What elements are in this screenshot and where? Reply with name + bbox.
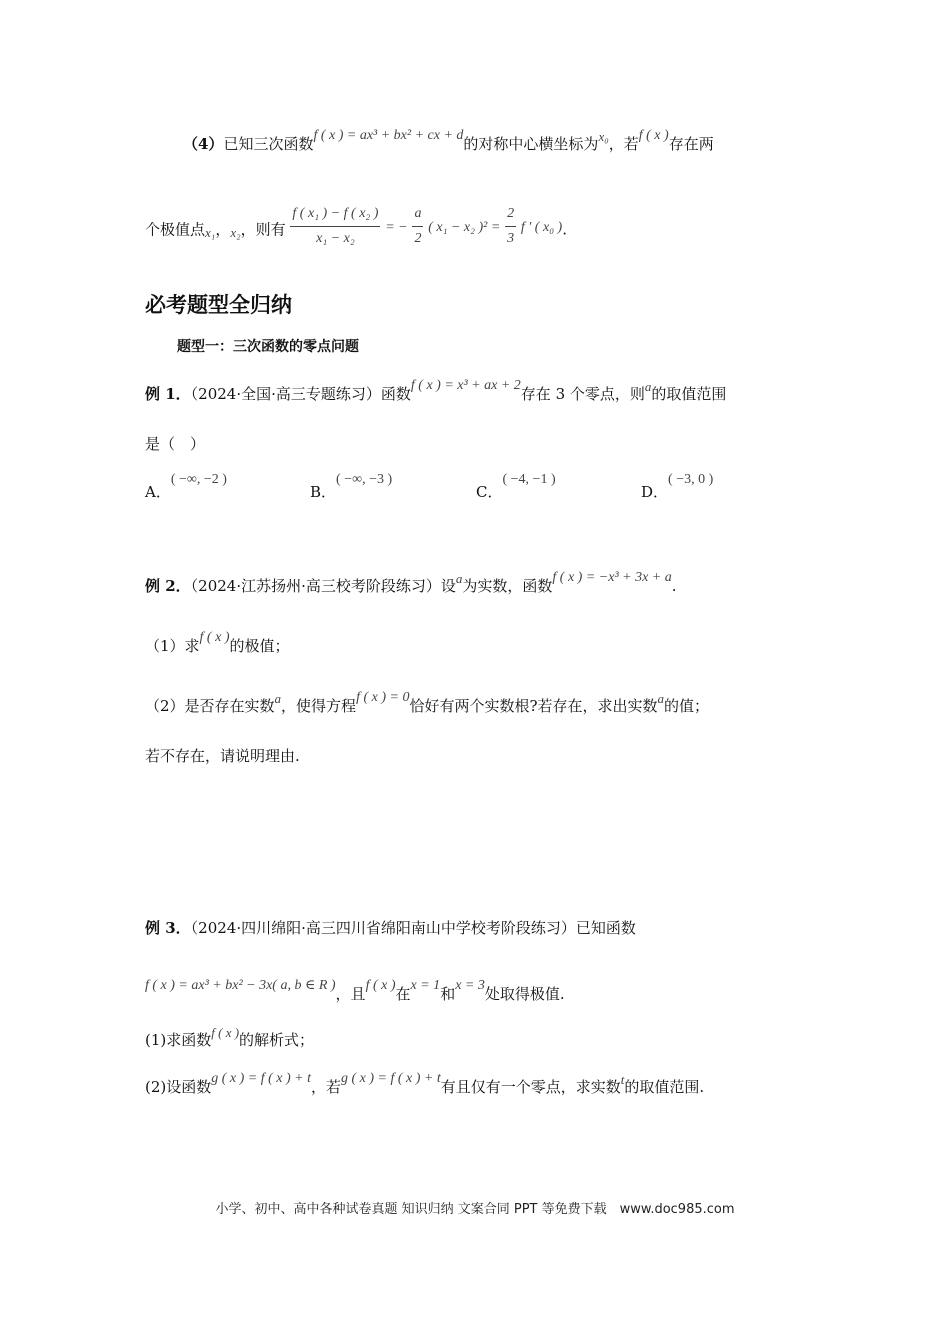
fraction-difference-quotient: $\frac{\text{f ( x₁ ) − f ( x₂ )}}{\text{x₁ − x₂}}$: [292, 206, 379, 246]
ex2-label: 例 2．: [145, 577, 191, 595]
footer-text[interactable]: 小学、初中、高中各种试卷真题 知识归纳 文案合同 PPT 等免费下载 www.doc985.com: [215, 1202, 735, 1217]
ex2-q1: （1）求f ( x )的极值；: [145, 630, 290, 655]
ex2-q2: （2）是否存在实数a，使得方程f ( x ) = 0恰好有两个实数根?若存在，求出实数a的值；: [145, 690, 709, 715]
ex1-option-c[interactable]: C．( −4, −1 ): [476, 472, 556, 501]
ex1-label: 例 1．: [145, 385, 191, 403]
ex1-line1: 例 1．（2024·全国·高三专题练习）函数f ( x ) = x³ + ax + 2存在 3 个零点，则a的取值范围: [145, 378, 727, 403]
ex1-option-a[interactable]: A．( −∞, −2 ): [145, 472, 227, 501]
ex2-q2-line2: 若不存在，请说明理由.: [145, 747, 300, 765]
item4-label: （4）: [183, 135, 224, 153]
ex3-q2: (2)设函数g ( x ) = f ( x ) + t，若g ( x ) = f ( x ) + t有且仅有一个零点，求实数t的取值范围.: [145, 1071, 705, 1096]
ex1-option-d[interactable]: D．( −3, 0 ): [641, 472, 714, 501]
ex2-line1: 例 2．（2024·江苏扬州·高三校考阶段练习）设a为实数，函数f ( x ) = −x³ + 3x + a.: [145, 570, 677, 595]
formula-cubic: f ( x ) = ax³ + bx² + cx + d: [313, 128, 464, 143]
ex1-option-b[interactable]: B．( −∞, −3 ): [310, 472, 393, 501]
ex3-label: 例 3．: [145, 919, 191, 937]
ex1-line2: 是（ ）: [145, 435, 206, 453]
section-title: 必考题型全归纳: [145, 293, 292, 317]
ex3-q1: (1)求函数f ( x )的解析式；: [145, 1025, 315, 1049]
ex3-line2: f ( x ) = ax³ + bx² − 3x( a, b ∈ R )，且f ( x )在x = 1和x = 3处取得极值.: [145, 978, 565, 1003]
item4-line1: （4）已知三次函数f ( x ) = ax³ + bx² + cx + d的对称中心横坐标为x₀，若f ( x )存在两: [183, 128, 714, 153]
type1-title: 题型一：三次函数的零点问题: [177, 339, 359, 355]
ex3-line1: 例 3．（2024·四川绵阳·高三四川省绵阳南山中学校考阶段练习）已知函数: [145, 919, 636, 937]
item4-line2: 个极值点x₁，x₂，则有 $\frac{\text{f ( x₁ ) − f ( x₂ )}}{\text{x₁ − x₂}}$ = − $\frac{a}{2}$ ( x₁ − x₂ )² = $\frac{2}{3}$ f ′ ( x₀ ).: [145, 208, 567, 253]
